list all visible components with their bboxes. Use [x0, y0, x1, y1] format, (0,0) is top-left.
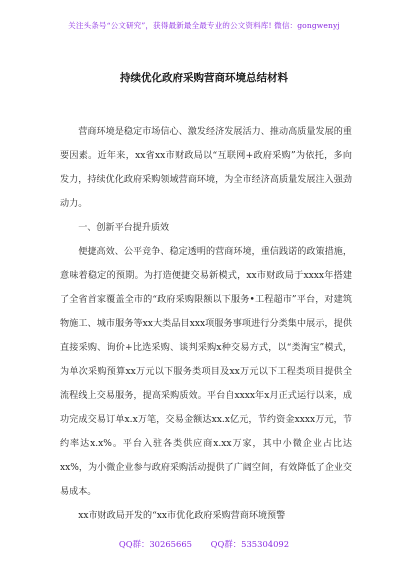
footer-qq-group-2: QQ群：535304092: [210, 539, 290, 549]
document-title: 持续优化政府采购营商环境总结材料: [120, 72, 288, 84]
paragraph-platform: 便捷高效、公平竞争、稳定透明的营商环境，重信践诺的政策措施，意味着稳定的预期。为打造便捷交易新模式，xx市财政局于xxxx年搭建了全省首家覆盖全市的“政府采购限额以下服务•工程超市”平台，对建筑物施工、城市服务等xx大类品目xxx项服务事项进行分类集中展示，提供直接采购、询价+比选采购、谈判采购x种交易方式，以“类淘宝”模式，为单次采购预算xx万元以下服务类项目及xx万元以下工程类项目提供全流程线上交易服务，提高采购质效。平台自xxxx年x月正式运行以来，成功完成交易订单x.x万笔，交易金额达xx.x亿元，节约资金xxxx万元，节约率达x.x%。平台入驻各类供应商x.xx万家，其中小微企业占比达xx%，为小微企业参与政府采购活动提供了广阔空间，有效降低了企业交易成本。: [60, 247, 352, 497]
section-heading-1: 一、创新平台提升质效: [78, 223, 170, 233]
top-banner: 关注头条号“公文研究”，获得最新最全最专业的公文资料库! 微信：gongwenyj: [68, 21, 340, 30]
footer: [0, 538, 408, 550]
footer-qq-group-1: QQ群：30265665: [118, 539, 192, 549]
paragraph-intro: 营商环境是稳定市场信心、激发经济发展活力、推动高质量发展的重要因素。近年来，xx省xx市财政局以“互联网+政府采购”为依托，多向发力，持续优化政府采购领域营商环境，为全市经济高质量发展注入强劲动力。: [60, 127, 352, 209]
document-body: [60, 120, 352, 528]
paragraph-continued: xx市财政局开发的“xx市优化政府采购营商环境预警: [78, 511, 286, 521]
